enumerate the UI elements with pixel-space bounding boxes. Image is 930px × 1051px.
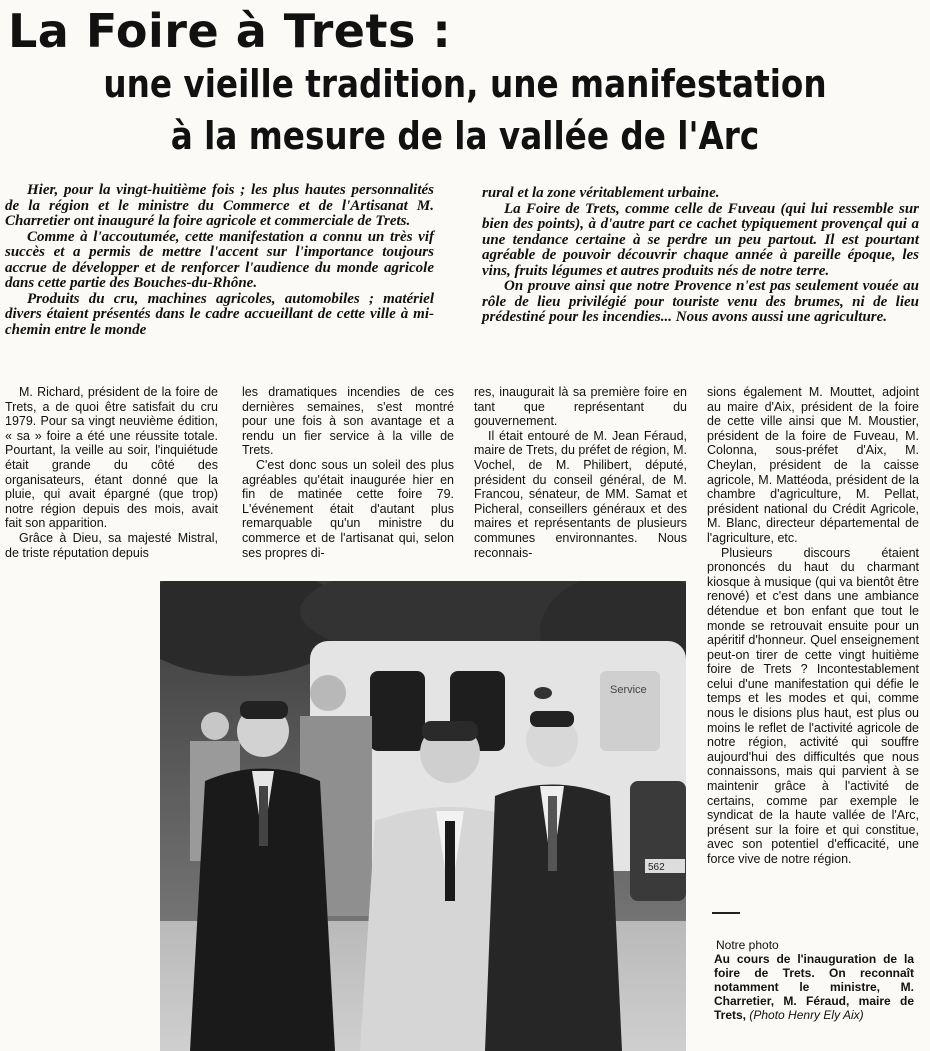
news-photo (160, 581, 686, 1051)
photo-caption (714, 938, 914, 1022)
body-paragraph: Plusieurs discours étaient prononcés du haut du charmant kiosque à musique (qui va bientôt être renové) et c'est dans une ambiance détendue et bon enfant que tout le monde se retrouvait ensuite pour un apéritif d'honneur. Quel enseignement peut-on tirer de cette vingt huitième foire de Trets ? Incontestablement celui d'une manifestation qui défie le temps et les modes et qui, comme nous le disions plus haut, est plus ou moins le reflet de l'activité agricole de notre région, activité qui souffre aujourd'hui des difficultés que nous connaissons, mais qui parvient à se maintenir grâce à l'activité de certains, comme par exemple le syndicat de la haute vallée de l'Arc, présent sur la foire et qui constitue, avec son potentiel d'efficacité, une force vive de notre région. (707, 545, 919, 866)
lead-column-right (482, 186, 919, 326)
lead-paragraph: La Foire de Trets, comme celle de Fuveau (qui lui ressemble sur bien des points), à d'autre part ce cachet typiquement provençal qui a une tendance certaine à se perdre un peu partout. Il est pourtant agréable de pouvoir découvrir chaque année à pareille époque, les vins, fruits légumes et autres produits nés de notre terre. (482, 200, 919, 279)
van-lettering: Service (610, 684, 647, 696)
caption-label: Notre photo (716, 938, 779, 952)
caption-text: Au cours de l'inauguration de la foire de Trets. On reconnaît notamment le ministre, M. Charretier, M. Féraud, maire de Trets, (714, 952, 914, 1022)
body-paragraph: Grâce à Dieu, sa majesté Mistral, de triste réputation depuis (5, 530, 218, 560)
body-paragraph: sions également M. Mouttet, adjoint au maire d'Aix, président de la foire de cette ville ainsi que M. Moustier, président de la foire de Fuveau, M. Colonna, sous-préfet d'Aix, M. Cheylan, président de la caisse agricole, M. Mattéoda, président de la chambre d'agriculture, M. Pellat, président national du Crédit Agricole, M. Blanc, directeur départemental de l'agriculture, etc. (707, 385, 919, 545)
lead-paragraph: Produits du cru, machines agricoles, automobiles ; matériel divers étaient présentés dans le cadre accueillant de cette ville à mi-chemin entre le monde (5, 290, 434, 338)
headline-line-3: à la mesure de la vallée de l'Arc (170, 114, 760, 158)
lead-paragraph: On prouve ainsi que notre Provence n'est pas seulement vouée au rôle de lieu privilégié pour touriste venu des brumes, ni de lieu prédestiné pour les incendies... Nous avons aussi une agriculture. (482, 278, 919, 325)
headline-line-1: La Foire à Trets : (8, 4, 452, 58)
body-paragraph: les dramatiques incendies de ces dernières semaines, s'est montré pour une fois à son avantage et a rendu un fier service à la ville de Trets. (242, 385, 454, 458)
lead-paragraph: Comme à l'accoutumée, cette manifestation a connu un très vif succès et a permis de mettre l'accent sur l'importance toujours accrue de développer et de renforcer l'audience du monde agricole dans cette partie des Bouches-du-Rhône. (5, 228, 434, 291)
lead-paragraph: Hier, pour la vingt-huitième fois ; les plus hautes personnalités de la région et le ministre du Commerce et de l'Artisanat M. Charretier ont inauguré la foire agricole et commerciale de Trets. (5, 182, 434, 229)
body-column-4 (707, 385, 919, 867)
body-column-1 (5, 385, 218, 560)
plate-number: 562 (648, 862, 665, 873)
photo-illustration (160, 581, 686, 1051)
headline-line-2: une vieille tradition, une manifestation (103, 62, 827, 106)
car (630, 781, 686, 901)
body-paragraph: M. Richard, président de la foire de Trets, a de quoi être satisfait du cru 1979. Pour sa vingt neuvième édition, « sa » foire a été une réussite totale. Pourtant, la veille au soir, l'inquiétude était grande du côté des organisateurs, étant donné que la pluie, qui avait épargné (que trop) notre région depuis des mois, avait fait son apparition. (5, 385, 218, 531)
body-column-3 (474, 385, 687, 560)
body-paragraph: res, inaugurait là sa première foire en tant que représentant du gouvernement. (474, 385, 687, 429)
lead-paragraph: rural et la zone véritablement urbaine. (482, 185, 720, 201)
caption-credit: (Photo Henry Ely Aix) (749, 1008, 864, 1022)
lead-column-left (5, 183, 434, 338)
caption-divider (712, 912, 740, 914)
body-paragraph: C'est donc sous un soleil des plus agréables qu'était inaugurée hier en fin de matinée cette foire 79. L'événement était d'autant plus remarquable qu'un ministre du commerce et de l'artisanat qui, selon ses propres di- (242, 457, 454, 560)
body-paragraph: Il était entouré de M. Jean Féraud, maire de Trets, du préfet de région, M. Vochel, de M. Philibert, député, président du conseil général, de M. Francou, sénateur, de MM. Samat et Picheral, conseillers généraux et des maires et représentants de plusieurs communes environnantes. Nous reconnais- (474, 428, 687, 560)
body-column-2 (242, 385, 454, 560)
caption-body (714, 952, 914, 1022)
